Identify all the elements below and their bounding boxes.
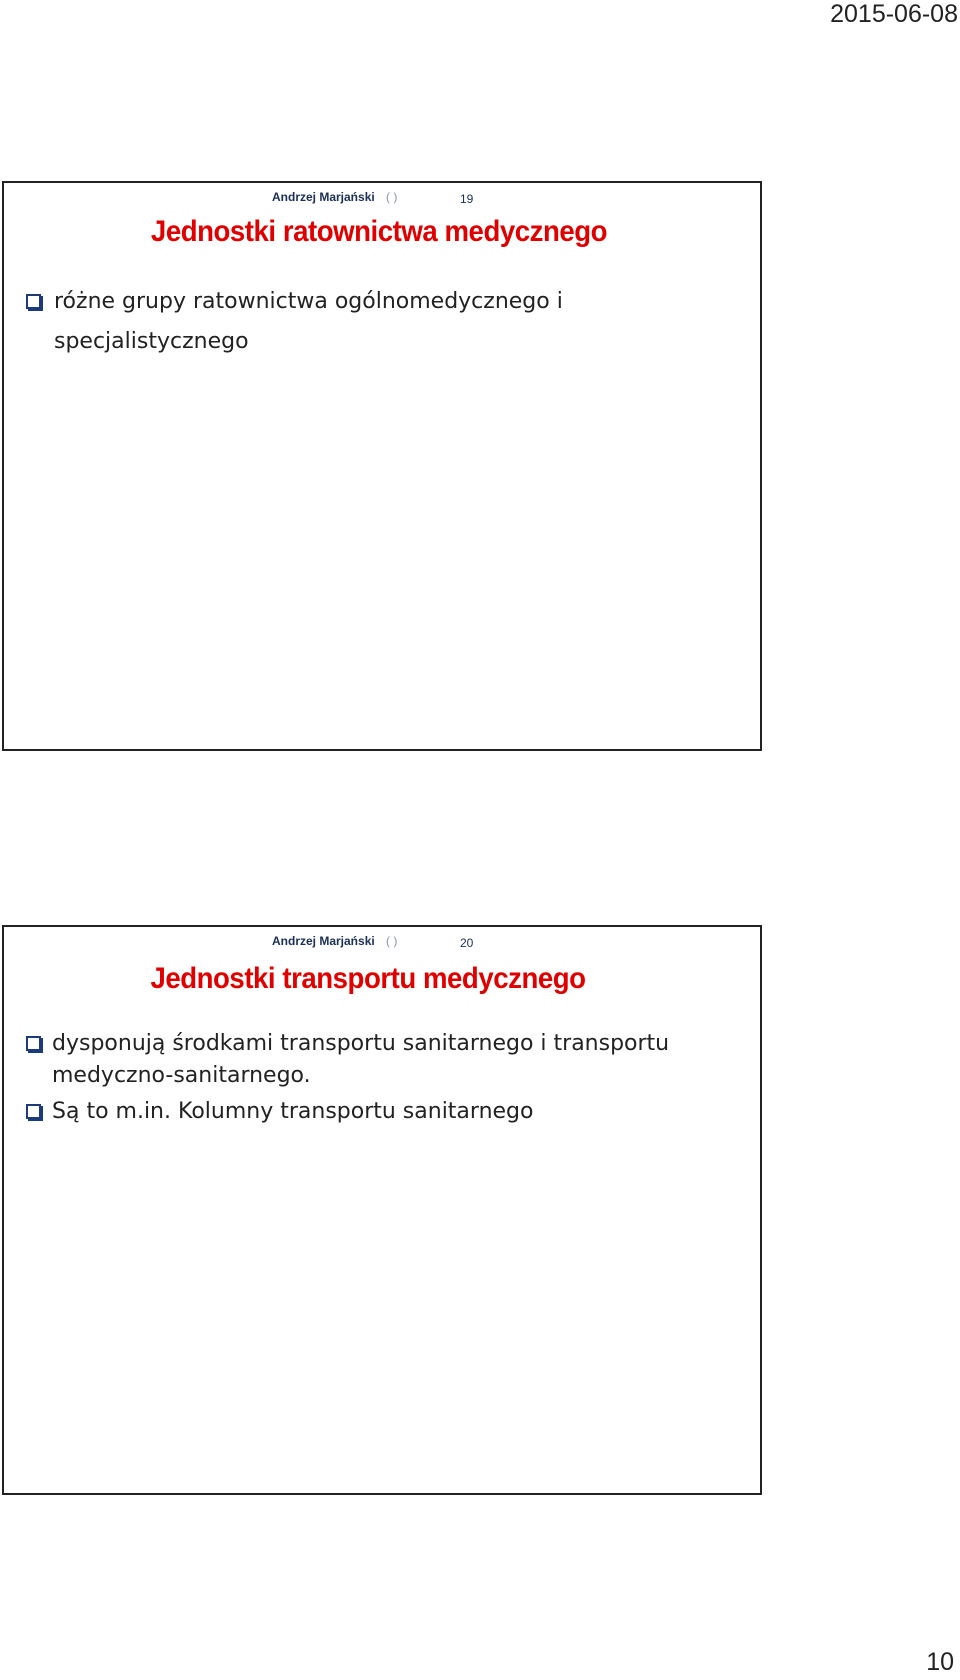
page-number: 10 — [926, 1648, 954, 1676]
slide-author: Andrzej Marjański — [272, 190, 375, 204]
slide-header — [272, 189, 397, 205]
bullet-text: dysponują środkami transportu sanitarnego i transportu medyczno-sanitarnego. — [52, 1031, 670, 1088]
slide-paren: ( ) — [386, 934, 398, 948]
checkbox-bullet-icon — [26, 1104, 41, 1119]
bullet-text: różne grupy ratownictwa ogólnomedycznego i specjalistycznego — [54, 289, 563, 354]
slide-number: 19 — [460, 192, 474, 206]
checkbox-bullet-icon — [26, 294, 41, 309]
bullet-text: Są to m.in. Kolumny transportu sanitarnego — [52, 1099, 534, 1124]
slide-title: Jednostki transportu medycznego — [150, 962, 586, 995]
slide-title: Jednostki ratownictwa medycznego — [150, 215, 608, 248]
slide-19 — [2, 181, 762, 751]
checkbox-bullet-icon — [26, 1036, 41, 1051]
bullet-item — [26, 282, 740, 362]
bullet-list — [26, 282, 740, 372]
page-date: 2015-06-08 — [830, 0, 958, 28]
slide-header — [272, 933, 397, 949]
bullet-list — [26, 1028, 740, 1132]
slide-paren: ( ) — [386, 190, 398, 204]
bullet-item — [26, 1028, 740, 1092]
slide-number: 20 — [460, 936, 474, 950]
slide-20 — [2, 925, 762, 1495]
slide-author: Andrzej Marjański — [272, 934, 375, 948]
bullet-item — [26, 1096, 740, 1128]
